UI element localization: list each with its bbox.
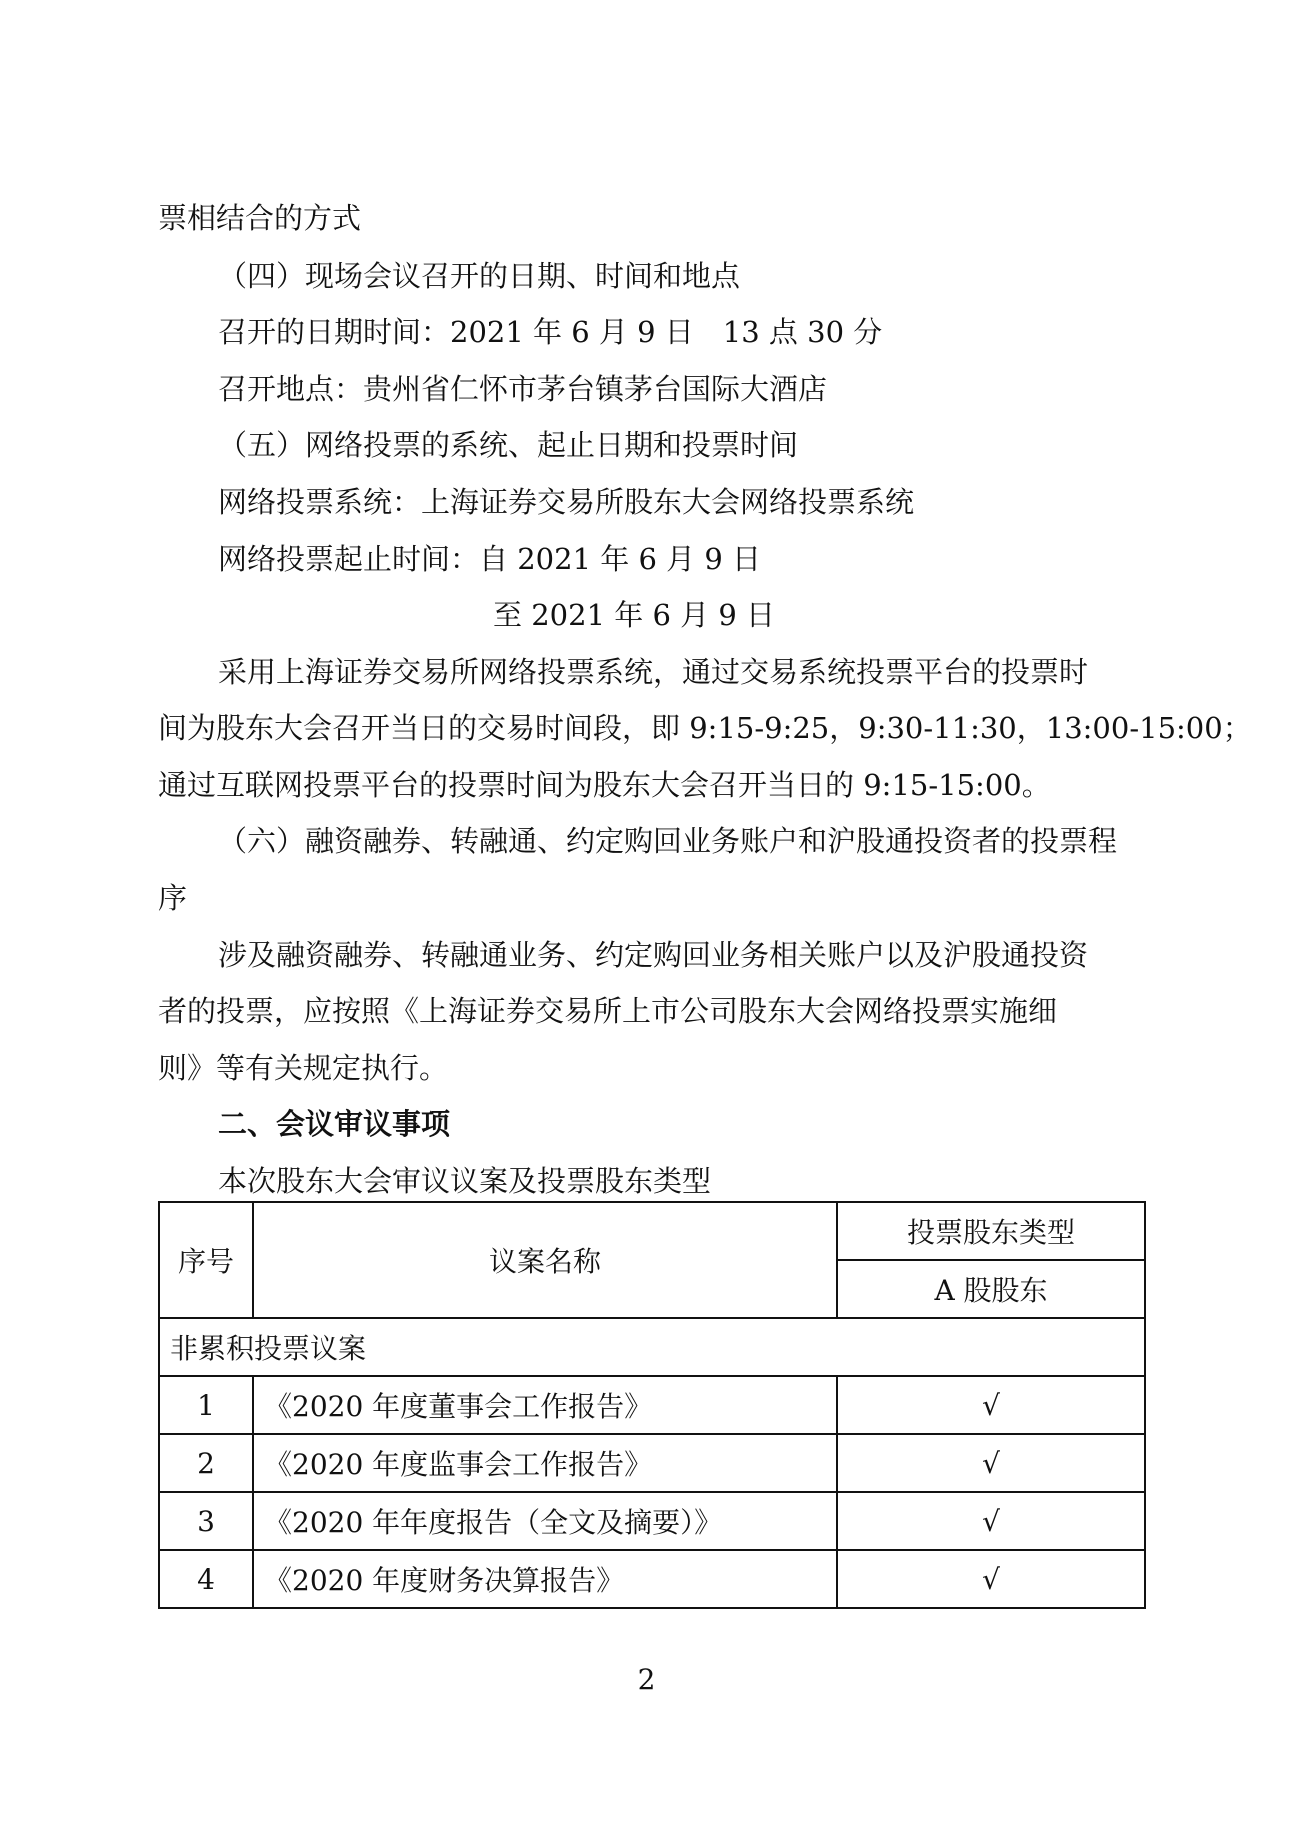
table-row: [159, 1492, 1145, 1550]
table-row: [159, 1550, 1145, 1608]
table-caption: 本次股东大会审议议案及投票股东类型: [218, 1164, 712, 1198]
row-name: 《2020 年度财务决算报告》: [253, 1550, 837, 1608]
table-row: [159, 1376, 1145, 1434]
row-check: √: [837, 1550, 1145, 1608]
row-name: 《2020 年度董事会工作报告》: [253, 1376, 837, 1434]
voting-start: 网络投票起止时间：自 2021 年 6 月 9 日: [218, 542, 762, 576]
row-no: 1: [159, 1376, 253, 1434]
meeting-location: 召开地点：贵州省仁怀市茅台镇茅台国际大酒店: [218, 372, 828, 406]
voting-system: 网络投票系统：上海证券交易所股东大会网络投票系统: [218, 485, 915, 519]
subheading-6: （六）融资融券、转融通、约定购回业务账户和沪股通投资者的投票程: [218, 824, 1118, 858]
row-no: 4: [159, 1550, 253, 1608]
row-no: 3: [159, 1492, 253, 1550]
row-check: √: [837, 1434, 1145, 1492]
body-line-13: 序: [158, 881, 188, 915]
header-type: 投票股东类型: [837, 1202, 1145, 1260]
body-line-14: 涉及融资融券、转融通业务、约定购回业务相关账户以及沪股通投资: [218, 938, 1089, 972]
subheading-4: （四）现场会议召开的日期、时间和地点: [218, 259, 741, 293]
row-name: 《2020 年年度报告（全文及摘要）》: [253, 1492, 837, 1550]
table-header-row: [159, 1202, 1145, 1260]
group-label: 非累积投票议案: [159, 1318, 1145, 1376]
body-line-9: 采用上海证券交易所网络投票系统，通过交易系统投票平台的投票时: [218, 655, 1089, 689]
header-name: 议案名称: [253, 1202, 837, 1318]
table-group-row: [159, 1318, 1145, 1376]
motions-table: [158, 1201, 1146, 1609]
body-line-15: 者的投票，应按照《上海证券交易所上市公司股东大会网络投票实施细: [158, 994, 1058, 1028]
meeting-datetime: 召开的日期时间：2021 年 6 月 9 日 13 点 30 分: [218, 315, 883, 349]
header-subtype: A 股股东: [837, 1260, 1145, 1318]
row-check: √: [837, 1376, 1145, 1434]
body-line-1: 票相结合的方式: [158, 201, 362, 235]
voting-end: 至 2021 年 6 月 9 日: [493, 598, 776, 632]
header-no: 序号: [159, 1202, 253, 1318]
row-name: 《2020 年度监事会工作报告》: [253, 1434, 837, 1492]
body-line-10: 间为股东大会召开当日的交易时间段，即 9:15-9:25，9:30-11:30，13:00-15:00；: [158, 711, 1252, 745]
page-number: 2: [637, 1663, 656, 1696]
section-heading: 二、会议审议事项: [218, 1107, 451, 1141]
body-line-16: 则》等有关规定执行。: [158, 1051, 449, 1085]
body-line-11: 通过互联网投票平台的投票时间为股东大会召开当日的 9:15-15:00。: [158, 768, 1051, 802]
row-check: √: [837, 1492, 1145, 1550]
subheading-5: （五）网络投票的系统、起止日期和投票时间: [218, 428, 799, 462]
table-row: [159, 1434, 1145, 1492]
row-no: 2: [159, 1434, 253, 1492]
